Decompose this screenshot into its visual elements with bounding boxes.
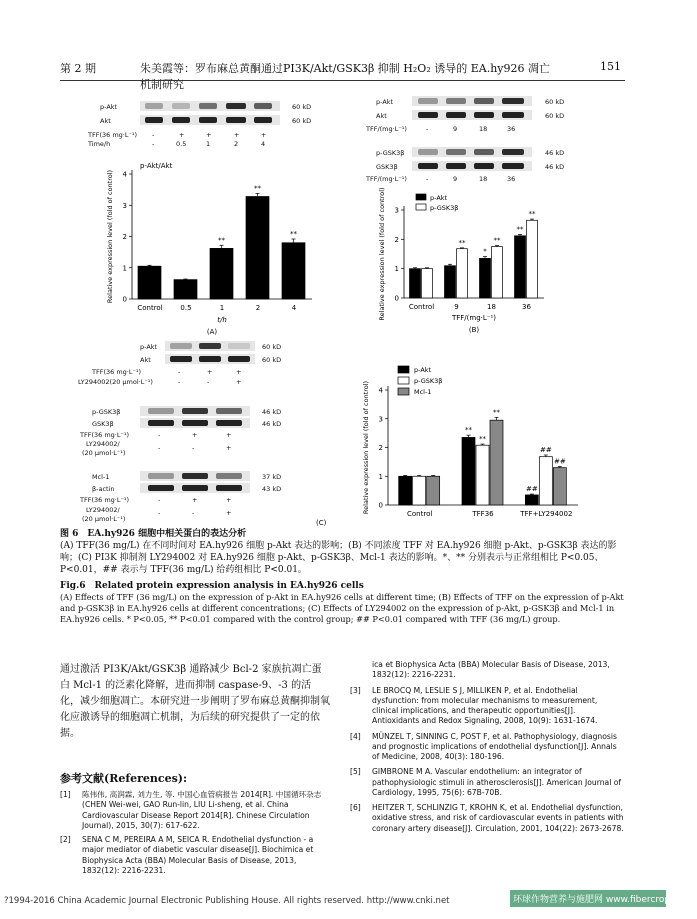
band <box>216 408 242 414</box>
kd-label: 60 kD <box>262 356 282 364</box>
legend-label: p-Akt <box>414 366 432 374</box>
band <box>148 473 174 479</box>
reference-item <box>350 767 625 798</box>
bar <box>399 476 412 505</box>
x-tick-label: 36 <box>522 303 531 311</box>
conc-value: 9 <box>453 125 458 133</box>
band <box>199 356 221 362</box>
y-tick-label: 2 <box>122 233 127 241</box>
reference-number: [3] <box>350 685 361 695</box>
blot-label: Akt <box>140 356 151 364</box>
chart-b <box>358 187 558 340</box>
significance-mark: ** <box>493 236 501 245</box>
y-tick-label: 1 <box>394 265 399 274</box>
significance-mark: ** <box>458 238 466 247</box>
band <box>145 117 163 123</box>
condition-label: Time/h <box>88 140 111 148</box>
band <box>502 149 524 155</box>
y-tick-label: 0 <box>378 501 383 510</box>
kd-label: 60 kD <box>292 103 312 111</box>
legend-label: p-Akt/Akt <box>140 162 173 170</box>
conc-value: 36 <box>507 125 516 133</box>
reference-number: [4] <box>350 731 361 741</box>
band <box>172 117 190 123</box>
blot-label: p-Akt <box>100 103 118 111</box>
blot-label: GSK3β <box>376 163 398 171</box>
kd-label: 43 kD <box>262 485 282 493</box>
reference-item <box>350 732 625 763</box>
reference-item <box>350 803 625 834</box>
treat-sign: - <box>158 496 161 504</box>
bar <box>457 249 468 298</box>
blot-label: β-actin <box>92 485 115 493</box>
y-tick-label: 2 <box>378 444 383 452</box>
treat-sign: + <box>207 368 213 376</box>
blot-label: Akt <box>100 117 111 125</box>
treat-sign: + <box>192 431 198 439</box>
treat-sign: + <box>236 368 242 376</box>
bar <box>490 420 503 505</box>
band <box>182 420 208 426</box>
treat-sign: - <box>178 378 181 386</box>
bar <box>445 266 456 298</box>
treat-sign: + <box>179 131 185 139</box>
blot-label: Akt <box>376 112 387 120</box>
band <box>474 163 494 169</box>
blot-label: p-GSK3β <box>376 149 405 157</box>
band <box>216 420 242 426</box>
bar <box>210 248 233 299</box>
caption-text-en: (A) Effects of TFF (36 mg/L) on the expression of p-Akt in EA.hy926 cells at different time; (B) Effects of TFF on the expression of p-Akt and p-GSK3β in EA.hy926 cells at different concentrations; (C) Effects of LY294002 on the expression of p-Akt, p-GSK3β and Mcl-1 in EA.hy926 cells. * P<0.05, ** P<0.01 compared with the control group; ## P<0.01 compared with TFF (36 mg/L) group. <box>60 591 624 624</box>
condition-label: TFF(36 mg·L⁻¹) <box>80 496 130 504</box>
treat-sign: + <box>236 378 242 386</box>
band <box>199 343 221 349</box>
band <box>254 103 272 109</box>
condition-label: LY294002/ <box>86 440 120 448</box>
significance-mark: ** <box>479 435 486 444</box>
page-number: 151 <box>600 60 621 73</box>
treat-sign: + <box>226 509 232 517</box>
band <box>170 343 192 349</box>
treat-sign: + <box>234 131 240 139</box>
significance-mark: ## <box>553 457 566 466</box>
y-tick-label: 3 <box>394 206 399 215</box>
significance-mark: ** <box>465 426 472 435</box>
x-tick-label: TFF36 <box>472 510 494 518</box>
significance-mark: ## <box>525 485 538 494</box>
significance-mark: ## <box>539 445 552 454</box>
legend-label: p-GSK3β <box>430 204 459 212</box>
band <box>172 103 190 109</box>
reference-text: LE BROCQ M, LESLIE S J, MILLIKEN P, et al. Endothelial dysfunction: from molecular mechanisms to measurement, clinical implications, and therapeutic opportunities[J]. Antioxidants and Redox Signaling, 2008, 10(9): 1631-1674. <box>372 685 598 726</box>
x-axis-label: t/h <box>217 316 227 324</box>
band <box>148 420 174 426</box>
x-tick-label: 9 <box>454 303 459 311</box>
kd-label: 60 kD <box>292 117 312 125</box>
bar <box>246 197 269 300</box>
band <box>216 485 242 491</box>
significance-mark: ** <box>493 408 500 417</box>
condition-label: (20 μmol·L⁻¹) <box>82 449 126 457</box>
condition-label: (20 μmol·L⁻¹) <box>82 515 126 523</box>
band <box>418 112 438 118</box>
reference-item <box>350 686 625 727</box>
x-tick-label: Control <box>408 303 435 311</box>
band <box>228 343 250 349</box>
band <box>148 485 174 491</box>
x-tick-label: TFF+LY294002 <box>520 510 573 518</box>
bar <box>527 220 538 298</box>
band <box>182 485 208 491</box>
conc-value: - <box>426 125 429 133</box>
bar <box>492 247 503 298</box>
time-value: 4 <box>261 140 266 148</box>
band <box>474 112 494 118</box>
conc-value: 18 <box>479 175 488 183</box>
x-tick-label: Control <box>137 304 163 312</box>
bar <box>138 266 161 299</box>
treat-sign: + <box>226 496 232 504</box>
condition-label: TFF/(mg·L⁻¹) <box>366 175 407 183</box>
figure-caption <box>60 528 625 625</box>
conc-value: 36 <box>507 175 516 183</box>
legend-swatch <box>398 377 409 384</box>
band <box>254 117 272 123</box>
band <box>148 408 174 414</box>
references-heading: 参考文献(References): <box>60 772 188 785</box>
y-tick-label: 2 <box>394 235 399 244</box>
band <box>182 408 208 414</box>
bar <box>525 495 538 505</box>
bar <box>539 457 552 505</box>
band <box>446 112 466 118</box>
treat-sign: + <box>226 444 232 452</box>
band <box>182 473 208 479</box>
x-tick-label: 1 <box>219 304 225 312</box>
treat-sign: - <box>158 431 161 439</box>
band <box>446 98 466 104</box>
y-tick-label: 3 <box>122 201 127 210</box>
band <box>418 149 438 155</box>
conc-value: - <box>426 175 429 183</box>
time-value: 1 <box>206 140 211 148</box>
reference-number: [6] <box>350 803 361 812</box>
band <box>170 356 192 362</box>
kd-label: 46 kD <box>545 163 565 171</box>
blot-label: p-Akt <box>140 343 158 351</box>
y-axis-label: Relative expression level (fold of control) <box>378 187 386 321</box>
time-value: - <box>152 140 155 148</box>
y-tick-label: 3 <box>378 415 383 424</box>
significance-mark: ** <box>218 236 225 245</box>
y-tick-label: 4 <box>378 386 383 395</box>
legend-swatch <box>398 388 409 395</box>
copyright-footer: ?1994-2016 China Academic Journal Electronic Publishing House. All rights reserved. http://www.cnki.net <box>4 896 450 906</box>
treat-sign: + <box>261 131 267 139</box>
kd-label: 37 kD <box>262 473 282 481</box>
references-left <box>60 790 332 876</box>
legend-label: Mcl-1 <box>414 388 432 396</box>
time-value: 2 <box>234 140 239 148</box>
panel-label: (B) <box>468 326 480 334</box>
caption-text-cn: (A) TFF(36 mg/L) 在不同时间对 EA.hy926 细胞 p-Akt 表达的影响；(B) 不同浓度 TFF 对 EA.hy926 细胞 p-Akt、p-GSK3β 表达的影响；(C) PI3K 抑制剂 LY294002 对 EA.hy926 细胞 p-Akt、p-GSK3β、Mcl-1 表达的影响。*、** 分别表示与正常组相比 P<0.05、P<0.01，## 表示与 TFF(36 mg/L) 给药组相比 P<0.01。 <box>60 541 617 576</box>
reference-number: [2] <box>60 835 71 844</box>
y-tick-label: 4 <box>122 170 127 179</box>
bar <box>515 236 526 298</box>
x-tick-label: 0.5 <box>180 304 192 312</box>
legend-swatch <box>398 366 409 373</box>
condition-label: TFF(36 mg·L⁻¹) <box>92 368 142 376</box>
band <box>446 163 466 169</box>
legend-swatch <box>416 204 426 210</box>
chart-a <box>80 158 330 338</box>
kd-label: 46 kD <box>545 149 565 157</box>
issue-number: 第 2 期 <box>60 62 96 75</box>
x-tick-label: 4 <box>291 304 297 312</box>
band <box>228 356 250 362</box>
treat-sign: + <box>226 431 232 439</box>
significance-mark: ** <box>528 210 536 219</box>
condition-label: TFF(36 mg·L⁻¹) <box>80 431 130 439</box>
band <box>502 163 524 169</box>
x-tick-label: 2 <box>255 304 261 312</box>
caption-title-en: Fig.6 Related protein expression analysis in EA.hy926 cells <box>60 580 364 591</box>
conc-value: 9 <box>453 175 458 183</box>
kd-label: 60 kD <box>545 112 565 120</box>
bar <box>174 280 197 299</box>
significance-mark: * <box>483 247 487 256</box>
conc-value: 18 <box>479 125 488 133</box>
treat-sign: - <box>158 509 161 517</box>
x-axis-label: TFF/(mg·L⁻¹) <box>451 314 497 322</box>
kd-label: 60 kD <box>262 343 282 351</box>
panel-label: (C) <box>316 519 327 527</box>
treat-sign: + <box>206 131 212 139</box>
band <box>474 149 494 155</box>
panel-label: (A) <box>206 328 218 336</box>
treat-sign: - <box>192 509 195 517</box>
band <box>199 103 217 109</box>
reference-text: HEITZER T, SCHLINZIG T, KROHN K, et al. Endothelial dysfunction, oxidative stress, and risk of cardiovascular events in patients with coronary artery disease[J]. Circulation, 2001, 104(22): 2673-2678. <box>372 803 624 833</box>
band <box>216 473 242 479</box>
bar <box>427 476 440 505</box>
treat-sign: - <box>192 444 195 452</box>
blot-label: p-GSK3β <box>92 408 121 416</box>
y-tick-label: 1 <box>378 472 383 481</box>
treat-sign: - <box>158 444 161 452</box>
y-axis-label: Relative expression level (fold of control) <box>106 169 114 304</box>
y-tick-label: 0 <box>122 295 127 304</box>
band <box>418 98 438 104</box>
reference-item <box>60 790 332 831</box>
time-value: 0.5 <box>176 140 187 148</box>
kd-label: 46 kD <box>262 420 282 428</box>
band <box>418 163 438 169</box>
kd-label: 46 kD <box>262 408 282 416</box>
band <box>145 103 163 109</box>
band <box>226 117 246 123</box>
blot-label: GSK3β <box>92 420 114 428</box>
y-axis-label: Relative expression level (fold of control) <box>362 380 370 515</box>
bar <box>422 269 433 298</box>
bar <box>410 269 421 298</box>
treat-sign: - <box>152 131 155 139</box>
bar <box>476 445 489 505</box>
significance-mark: ** <box>516 225 524 234</box>
legend-label: p-GSK3β <box>414 377 443 385</box>
band <box>446 149 466 155</box>
reference-item <box>60 835 332 876</box>
treat-sign: + <box>192 496 198 504</box>
bar <box>480 258 491 298</box>
reference-text: GIMBRONE M A. Vascular endothelium: an integrator of pathophysiologic stimuli in atherosclerosis[J]. American Journal of Cardiology, 1995, 75(6): 67B-70B. <box>372 767 622 797</box>
body-paragraph: 通过激活 PI3K/Akt/GSK3β 通路减少 Bcl-2 家族抗凋亡蛋白 Mcl-1 的泛素化降解，进而抑制 caspase-9、-3 的活化，减少细胞凋亡。本研究进一步阐明了罗布麻总黄酮抑制氧化应激诱导的细胞凋亡机制，为后续的研究提供了一定的依据。 <box>60 664 330 739</box>
band <box>502 112 524 118</box>
reference-number: [5] <box>350 767 361 777</box>
blot-label: p-Akt <box>376 98 394 106</box>
legend-swatch <box>416 194 426 200</box>
reference-continuation: ica et Biophysica Acta (BBA) Molecular Basis of Disease, 2013, 1832(12): 2216-2231. <box>372 660 610 680</box>
condition-label: TFF(36 mg·L⁻¹) <box>88 131 138 139</box>
caption-title-cn: 图 6 EA.hy926 细胞中相关蛋白的表达分析 <box>60 529 247 539</box>
blot-label: Mcl-1 <box>92 473 110 481</box>
condition-label: LY294002(20 μmol·L⁻¹) <box>78 378 153 386</box>
running-title: 朱美霞等：罗布麻总黄酮通过PI3K/Akt/GSK3β 抑制 H₂O₂ 诱导的 EA.hy926 凋亡机制研究 <box>140 62 550 91</box>
band <box>226 103 246 109</box>
references-right <box>350 660 625 834</box>
significance-mark: ** <box>290 230 297 238</box>
bar <box>282 243 305 299</box>
reference-number: [1] <box>60 790 71 799</box>
reference-text: 陈伟伟, 高润霖, 刘力生, 等. 中国心血管病报告 2014[R]. 中国循环杂志(CHEN Wei-wei, GAO Run-lin, LIU Li-sheng, et al. China Cardiovascular Disease Report 2014[R]. Chinese Circulation Journal), 2015, 30(7): 617-622. <box>82 790 322 830</box>
significance-mark: ** <box>254 184 261 193</box>
condition-label: LY294002/ <box>86 506 120 514</box>
reference-text: MÜNZEL T, SINNING C, POST F, et al. Pathophysiology, diagnosis and prognostic implications of endothelial dysfunction[J]. Annals of Medicine, 2008, 40(3): 180-196. <box>372 731 617 761</box>
condition-label: TFF/(mg·L⁻¹) <box>366 125 407 133</box>
bar <box>413 476 426 505</box>
watermark-badge: 环球作物营养与施肥网 www.fibercrops.com <box>510 890 666 907</box>
band <box>474 98 494 104</box>
bar <box>462 437 475 505</box>
reference-text: SENA C M, PEREIRA A M, SEICA R. Endothelial dysfunction - a major mediator of diabetic vascular disease[J]. Biochimica et Biophysica Acta (BBA) Molecular Basis of Disease, 2013, 1832(12): 2216-2231. <box>82 835 314 875</box>
y-tick-label: 1 <box>122 264 127 273</box>
treat-sign: - <box>178 368 181 376</box>
treat-sign: - <box>207 378 210 386</box>
bar <box>553 468 566 505</box>
header-rule <box>60 80 625 81</box>
band <box>502 98 524 104</box>
x-tick-label: 18 <box>487 303 496 311</box>
chart-c <box>316 360 590 530</box>
x-tick-label: Control <box>407 510 433 518</box>
y-tick-label: 0 <box>394 294 399 303</box>
legend-label: p-Akt <box>430 194 448 202</box>
kd-label: 60 kD <box>545 98 565 106</box>
band <box>199 117 217 123</box>
